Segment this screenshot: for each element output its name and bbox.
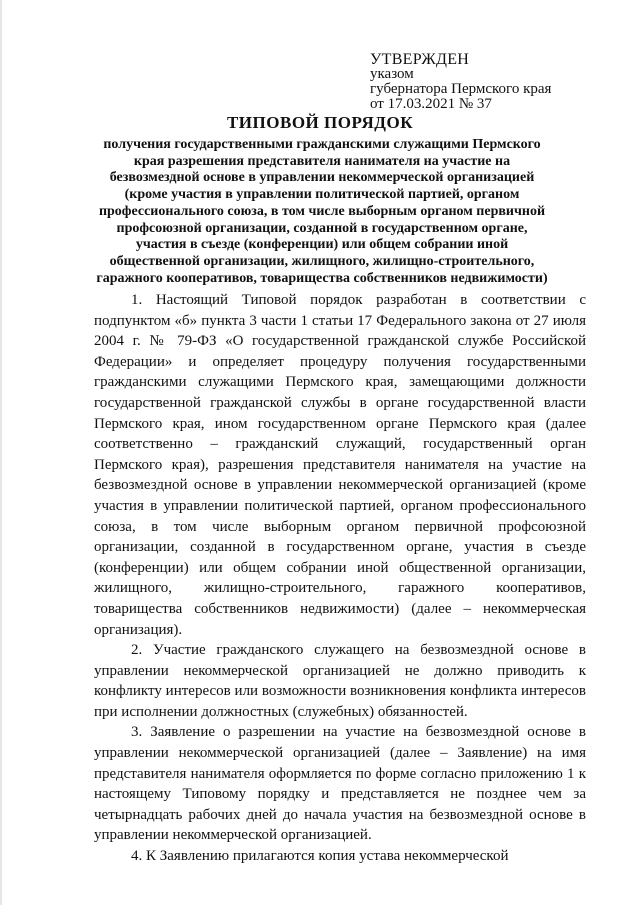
approval-line-date: от 17.03.2021 № 37 [370, 96, 492, 112]
page-edge [0, 0, 2, 905]
approval-line-governor: губернатора Пермского края [370, 81, 552, 97]
paragraph-4: 4. К Заявлению прилагаются копия устава некоммерческой [131, 848, 509, 865]
approval-line-decree: указом [370, 66, 414, 82]
paragraph-1: 1. Настоящий Типовой порядок разработан в соответствии с подпунктом «б» пункта 3 части 1 статьи 17 Федерального закона от 27 июля 2004 г. № 79-ФЗ «О государственной гражданской службе Российской Федерации» и определяет процедуру получения государственными гражданскими служащими Пермского края, замещающими должности государственной гражданской службы в органе государственной власти Пермского края, ином государственном органе Пермского края (далее соответственно – гражданский служащий, государственный орган Пермского края), разрешения представителя нанимателя на участие на безвозмездной основе в управлении некоммерческой организацией (кроме участия в управлении политической партией, органом профессионального союза, в том числе выборным органом первичной профсоюзной организации, созданной в государственном органе, участия в съезде (конференции) или общем собрании иной общественной организации, жилищного, жилищно-строительного, гаражного кооперативов, товарищества собственников недвижимости) (далее – некоммерческая организация). [94, 292, 586, 638]
document-subtitle: получения государственными гражданскими служащими Пермского края разрешения представителя нанимателя на участие на безвозмездной основе в управлении некоммерческой организацией (кроме участия в управлении политической партией, органом профессионального союза, в том числе выборным органом первичной профсоюзной организации, созданной в государственном органе, участия в съезде (конференции) или общем собрании иной общественной организации, жилищного, жилищно-строительного, гаражного кооперативов, товарищества собственников недвижимости) [96, 137, 548, 286]
document-title: ТИПОВОЙ ПОРЯДОК [226, 113, 414, 132]
approval-stamp [370, 52, 620, 112]
paragraph-3: 3. Заявление о разрешении на участие на безвозмездной основе в управлении некоммерческой организацией (далее – Заявление) на имя представителя нанимателя оформляется по форме согласно приложению 1 к настоящему Типовому порядку и представляется не позднее чем за четырнадцать рабочих дней до начала участия на безвозмездной основе в управлении некоммерческой организацией. [94, 724, 586, 844]
paragraph-2: 2. Участие гражданского служащего на безвозмездной основе в управлении некоммерческой организацией не должно приводить к конфликту интересов или возможности возникновения конфликта интересов при исполнении должностных (служебных) обязанностей. [94, 642, 586, 720]
document-body [94, 290, 586, 867]
approval-heading: УТВЕРЖДЕН [370, 51, 470, 68]
